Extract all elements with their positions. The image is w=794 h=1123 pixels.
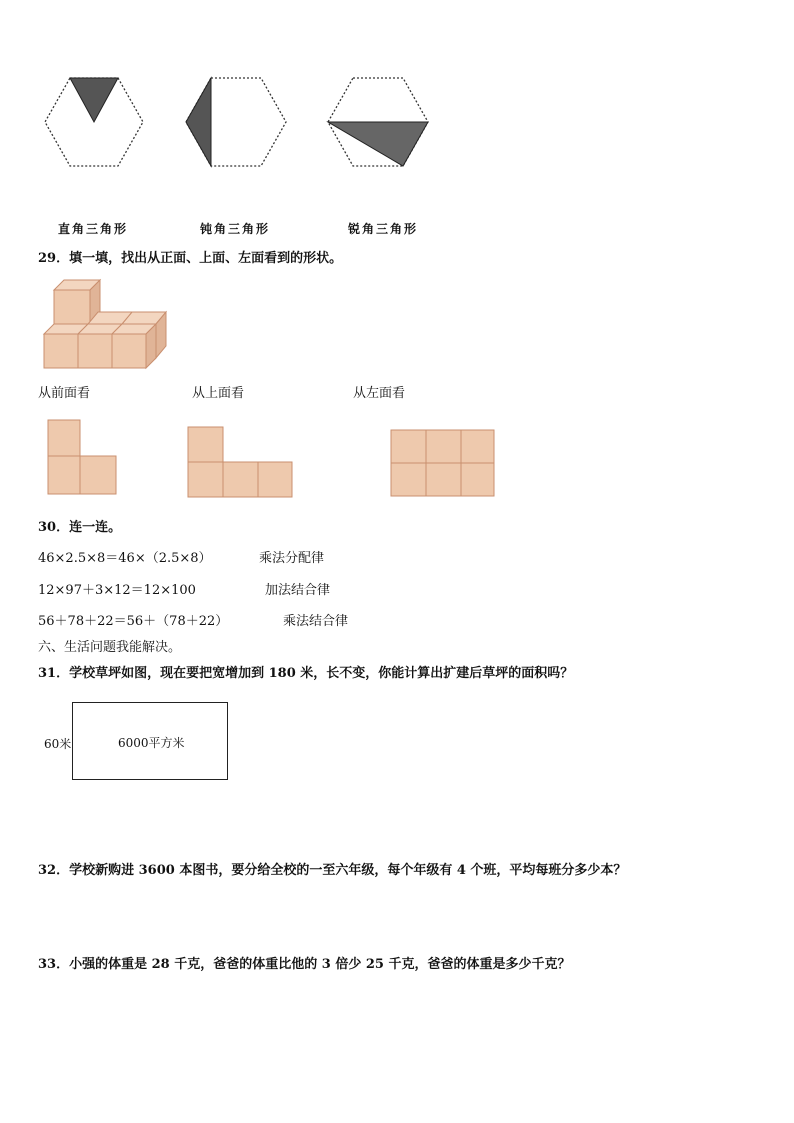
q32-prompt: 32．学校新购进 3600 本图书，要分给全校的一至六年级，每个年级有 4 个班，平均每班分多少本？ [38,863,627,878]
view-label-front: 从前面看 [38,386,91,401]
view-label-left: 从左面看 [353,386,406,401]
q31-prompt: 31．学校草坪如图，现在要把宽增加到 180 米，长不变，你能计算出扩建后草坪的面积吗？ [38,666,574,681]
q30-law-2: 加法结合律 [265,583,331,598]
shaded-triangle [328,122,428,166]
q29-prompt: 29．填一填，找出从正面、上面、左面看到的形状。 [38,251,343,266]
lawn-area-label: 6000平方米 [118,736,185,750]
hex-label-3: 锐角三角形 [348,222,419,236]
q33-prompt: 33．小强的体重是 28 千克，爸爸的体重比他的 3 倍少 25 千克，爸爸的体重是多少千克？ [38,957,571,972]
hex-label-1: 直角三角形 [58,222,129,236]
view-label-top: 从上面看 [192,386,245,401]
q30-law-3: 乘法结合律 [283,614,349,629]
lawn-width-label: 60米 [44,737,72,751]
q30-expr-3: 56＋78＋22＝56＋（78＋22） [38,614,229,629]
section-6-title: 六、生活问题我能解决。 [38,640,182,655]
hex-label-2: 钝角三角形 [200,222,271,236]
q30-expr-1: 46×2.5×8＝46×（2.5×8） [38,551,212,566]
q30-law-1: 乘法分配律 [259,551,325,566]
q30-expr-2: 12×97＋3×12＝12×100 [38,583,196,598]
view-shapes [0,0,794,120]
q30-prompt: 30．连一连。 [38,520,122,535]
